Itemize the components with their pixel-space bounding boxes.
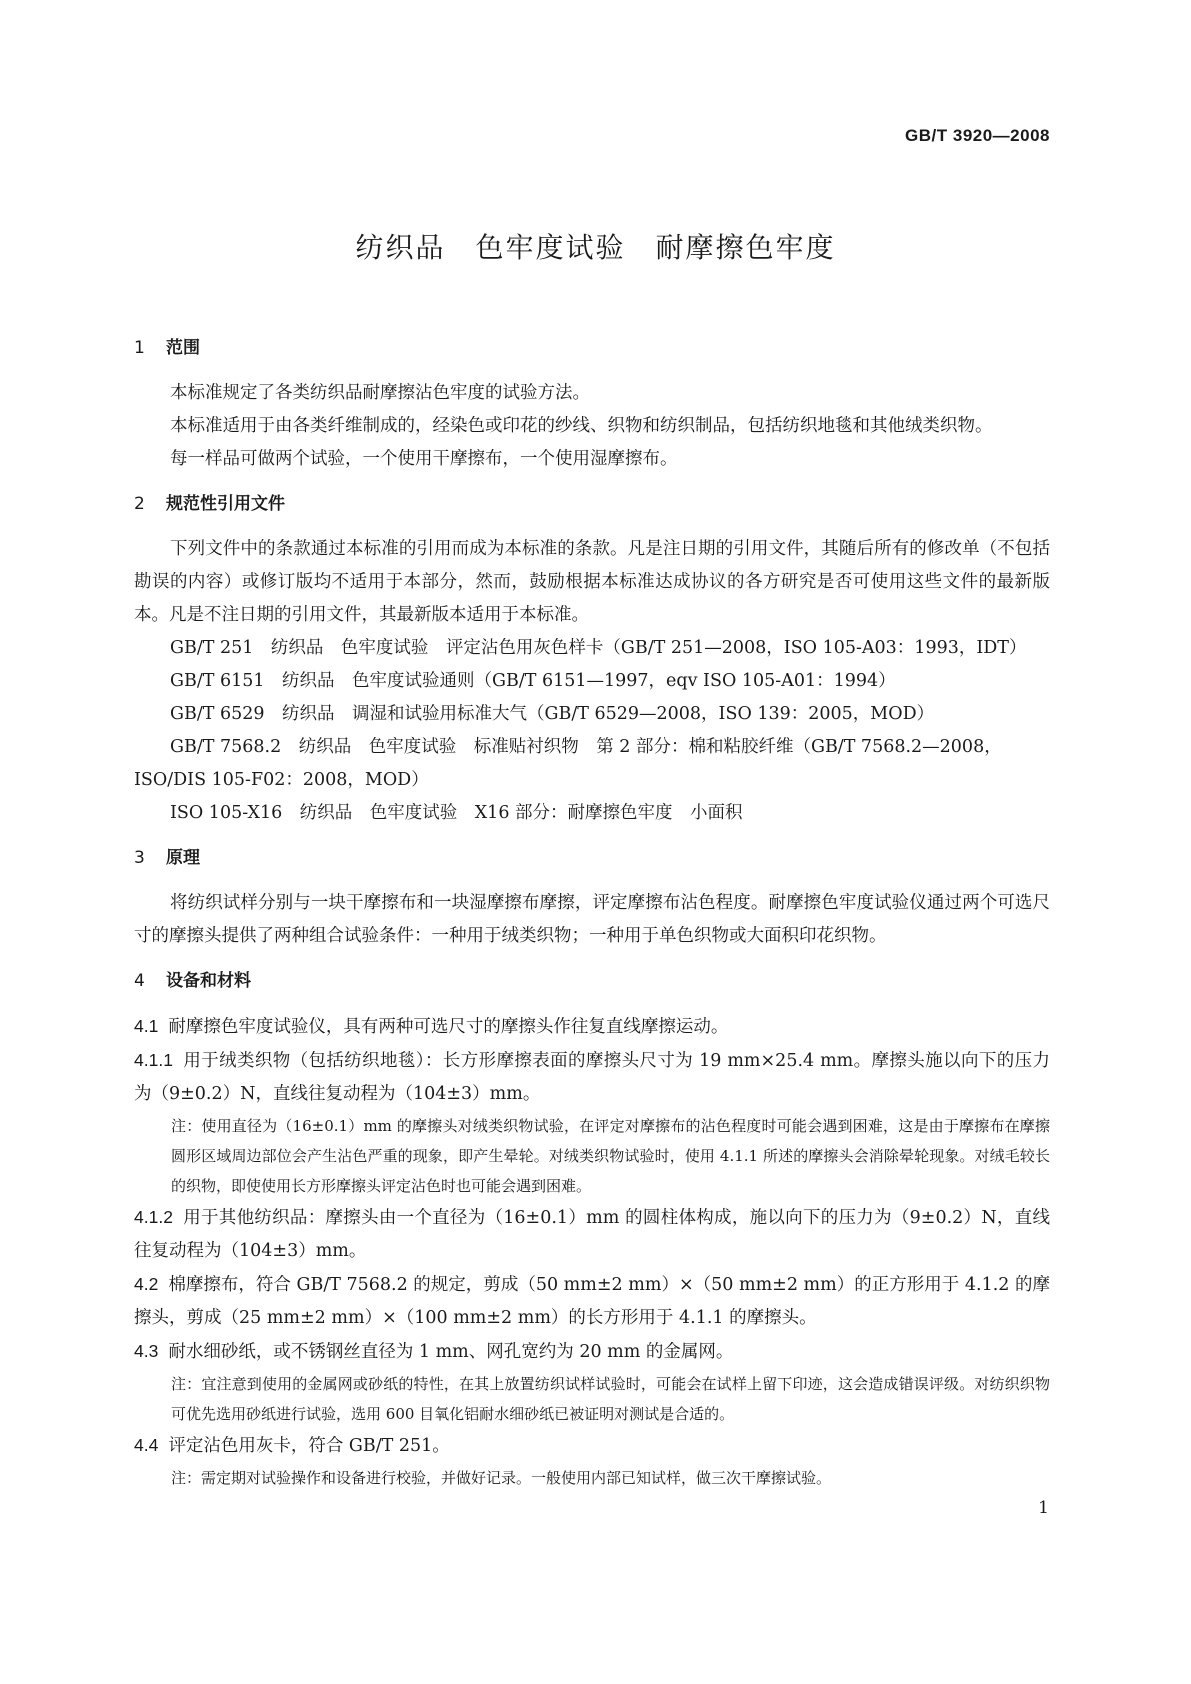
clause-number: 4.2 (134, 1274, 159, 1294)
section-title: 范围 (166, 338, 200, 358)
reference-item: GB/T 6529 纺织品 调湿和试验用标准大气（GB/T 6529—2008，ISO 139：2005，MOD） (170, 704, 935, 724)
paragraph: 每一样品可做两个试验，一个使用干摩擦布，一个使用湿摩擦布。 (170, 449, 678, 469)
clause-text: 耐水细砂纸，或不锈钢丝直径为 1 mm、网孔宽约为 20 mm 的金属网。 (168, 1342, 734, 1362)
note-label: 注： (171, 1375, 202, 1393)
clause (134, 1429, 1050, 1463)
section-number: 4 (134, 971, 145, 991)
document-body (134, 332, 1050, 1493)
standard-code: GB/T 3920—2008 (905, 126, 1050, 145)
note-text: 使用直径为（16±0.1）mm 的摩擦头对绒类织物试验，在评定对摩擦布的沾色程度时可能会遇到困难，这是由于摩擦布在摩擦圆形区域周边部位会产生沾色严重的现象，即产生晕轮。对绒类织物试验时，使用 4.1.1 所述的摩擦头会消除晕轮现象。对绒毛较长的织物，即使使用长方形摩擦头评定沾色时也可能会遇到困难。 (171, 1117, 1050, 1195)
clause (134, 1010, 1050, 1044)
clause-number: 4.1 (134, 1016, 159, 1036)
paragraph: 下列文件中的条款通过本标准的引用而成为本标准的条款。凡是注日期的引用文件，其随后所有的修改单（不包括勘误的内容）或修订版均不适用于本部分，然而，鼓励根据本标准达成协议的各方研究是否可使用这些文件的最新版本。凡是不注日期的引用文件，其最新版本适用于本标准。 (134, 539, 1050, 625)
clause-number: 4.1.2 (134, 1207, 173, 1227)
note-text: 宜注意到使用的金属网或砂纸的特性，在其上放置纺织试样试验时，可能会在试样上留下印迹，这会造成错误评级。对纺织织物可优先选用砂纸进行试验，选用 600 目氧化铝耐水细砂纸已被证明对测试是合适的。 (171, 1375, 1050, 1423)
clause-number: 4.1.1 (134, 1050, 173, 1070)
clause (134, 1044, 1050, 1111)
reference-item: GB/T 6151 纺织品 色牢度试验通则（GB/T 6151—1997，eqv ISO 105-A01：1994） (170, 671, 896, 691)
paragraph: 将纺织试样分别与一块干摩擦布和一块湿摩擦布摩擦，评定摩擦布沾色程度。耐摩擦色牢度试验仪通过两个可选尺寸的摩擦头提供了两种组合试验条件：一种用于绒类织物；一种用于单色织物或大面积印花织物。 (134, 893, 1050, 946)
clause-text: 用于其他纺织品：摩擦头由一个直径为（16±0.1）mm 的圆柱体构成，施以向下的压力为（9±0.2）N，直线往复动程为（104±3）mm。 (134, 1208, 1050, 1261)
clause (134, 1201, 1050, 1268)
note-text: 需定期对试验操作和设备进行校验，并做好记录。一般使用内部已知试样，做三次干摩擦试验。 (201, 1469, 832, 1487)
reference-item: GB/T 7568.2 纺织品 色牢度试验 标准贴衬织物 第 2 部分：棉和粘胶纤维（GB/T 7568.2—2008，ISO/DIS 105-F02：2008，MOD） (134, 737, 1002, 790)
section-heading-scope (134, 332, 1050, 365)
paragraph: 本标准规定了各类纺织品耐摩擦沾色牢度的试验方法。 (170, 383, 590, 403)
clause-text: 评定沾色用灰卡，符合 GB/T 251。 (168, 1436, 450, 1456)
document-title: 纺织品 色牢度试验 耐摩擦色牢度 (355, 231, 836, 264)
clause-number: 4.3 (134, 1341, 159, 1361)
section-number: 3 (134, 848, 145, 868)
section-title: 原理 (166, 848, 200, 868)
section-number: 2 (134, 494, 145, 514)
reference-item: ISO 105-X16 纺织品 色牢度试验 X16 部分：耐摩擦色牢度 小面积 (170, 803, 743, 823)
section-number: 1 (134, 338, 145, 358)
note-label: 注： (171, 1469, 202, 1487)
note (171, 1369, 1050, 1429)
section-heading-apparatus (134, 965, 1050, 998)
section-heading-normative-references (134, 488, 1050, 521)
section-title: 规范性引用文件 (166, 494, 285, 514)
note (171, 1111, 1050, 1201)
clause-number: 4.4 (134, 1435, 159, 1455)
note-label: 注： (171, 1117, 202, 1135)
clause (134, 1335, 1050, 1369)
clause (134, 1268, 1050, 1335)
reference-item: GB/T 251 纺织品 色牢度试验 评定沾色用灰色样卡（GB/T 251—2008，ISO 105-A03：1993，IDT） (170, 638, 1027, 658)
section-heading-principle (134, 842, 1050, 875)
paragraph: 本标准适用于由各类纤维制成的，经染色或印花的纱线、织物和纺织制品，包括纺织地毯和其他绒类织物。 (170, 416, 993, 436)
clause-text: 棉摩擦布，符合 GB/T 7568.2 的规定，剪成（50 mm±2 mm）×（50 mm±2 mm）的正方形用于 4.1.2 的摩擦头，剪成（25 mm±2 mm）×（100 mm±2 mm）的长方形用于 4.1.1 的摩擦头。 (134, 1275, 1050, 1328)
clause-text: 耐摩擦色牢度试验仪，具有两种可选尺寸的摩擦头作往复直线摩擦运动。 (168, 1017, 729, 1037)
note (171, 1463, 1050, 1493)
clause-text: 用于绒类织物（包括纺织地毯）：长方形摩擦表面的摩擦头尺寸为 19 mm×25.4 mm。摩擦头施以向下的压力为（9±0.2）N，直线往复动程为（104±3）mm。 (134, 1051, 1050, 1104)
page-number: 1 (1038, 1498, 1049, 1518)
section-title: 设备和材料 (166, 971, 251, 991)
